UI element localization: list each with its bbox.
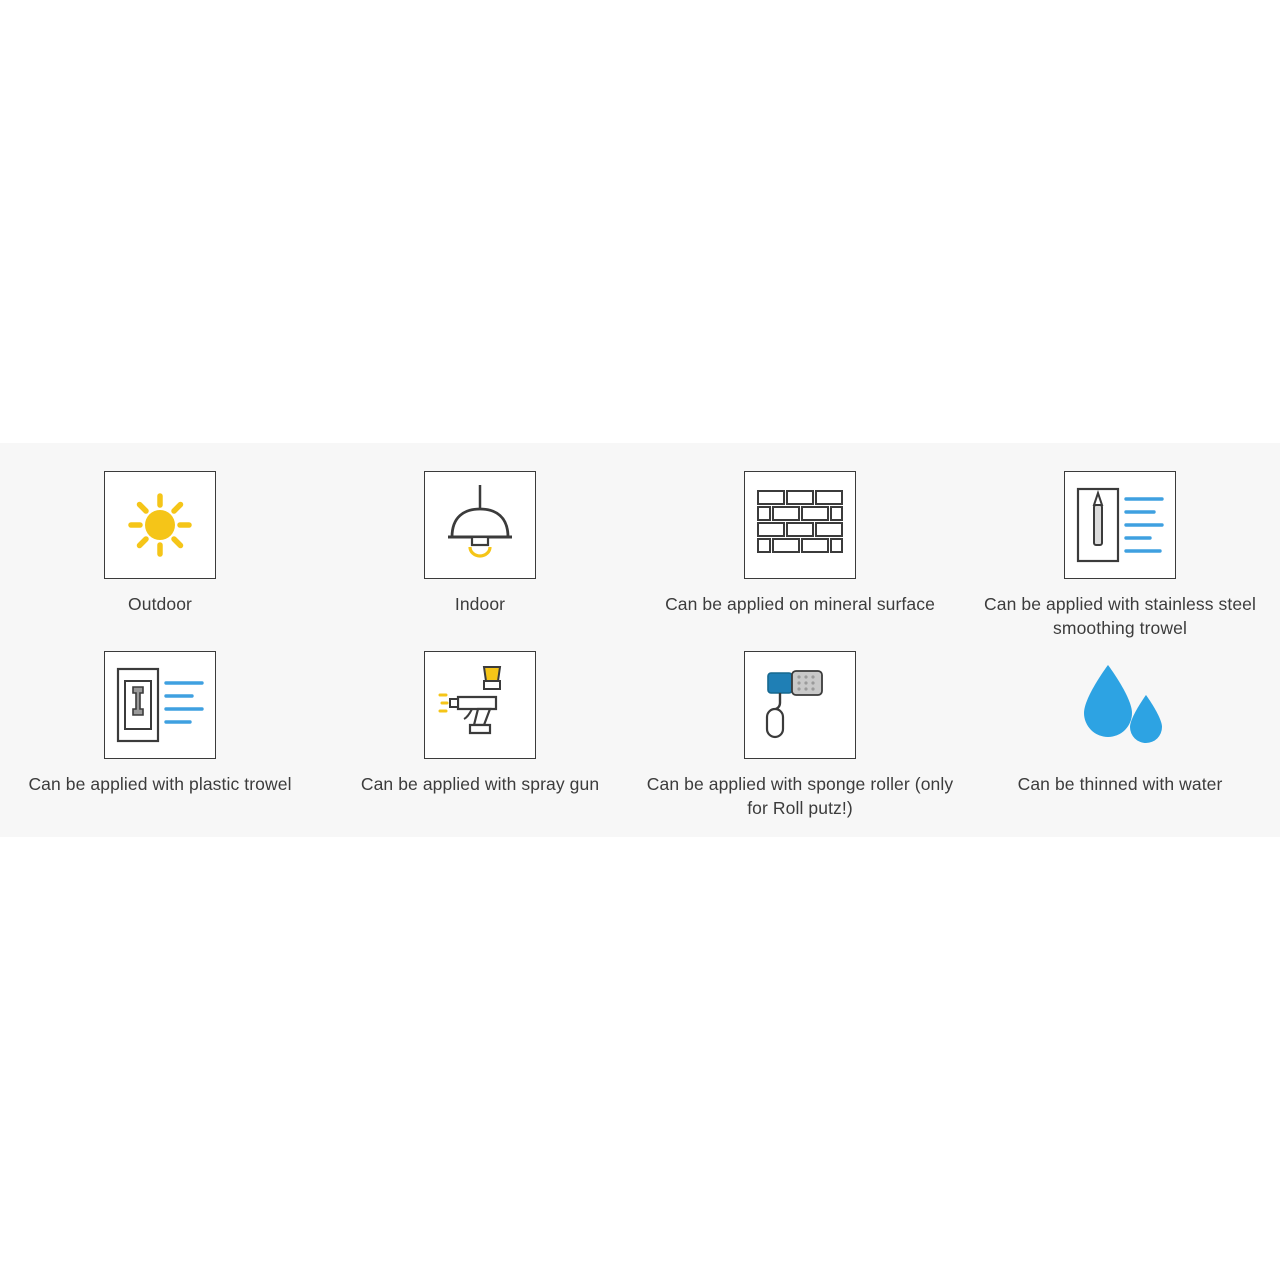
legend-label: Can be applied on mineral surface <box>665 594 935 614</box>
plastic-trowel-icon <box>104 651 216 759</box>
legend-label: Can be thinned with water <box>1017 774 1223 794</box>
legend-item-indoor <box>320 471 640 651</box>
legend-label: Outdoor <box>128 594 192 614</box>
pendant-lamp-icon <box>424 471 536 579</box>
water-drops-icon <box>1064 651 1176 759</box>
legend-item-outdoor <box>0 471 320 651</box>
legend-item-plastic-trowel <box>0 651 320 831</box>
sponge-roller-icon <box>744 651 856 759</box>
legend-item-sponge-roller <box>640 651 960 831</box>
legend-item-steel-trowel <box>960 471 1280 651</box>
legend-item-mineral-surface <box>640 471 960 651</box>
sun-icon <box>104 471 216 579</box>
legend-label: Can be applied with sponge roller (only for Roll putz!) <box>646 774 954 818</box>
legend-label: Can be applied with spray gun <box>360 774 600 794</box>
spray-gun-icon <box>424 651 536 759</box>
brick-wall-icon <box>744 471 856 579</box>
legend-item-thinned-with-water <box>960 651 1280 831</box>
icon-legend-grid <box>0 443 1280 831</box>
legend-label: Can be applied with plastic trowel <box>28 774 292 794</box>
icon-legend-panel <box>0 443 1280 837</box>
stainless-steel-trowel-icon <box>1064 471 1176 579</box>
legend-item-spray-gun <box>320 651 640 831</box>
legend-label: Indoor <box>454 594 506 614</box>
legend-label: Can be applied with stainless steel smoothing trowel <box>984 594 1256 638</box>
